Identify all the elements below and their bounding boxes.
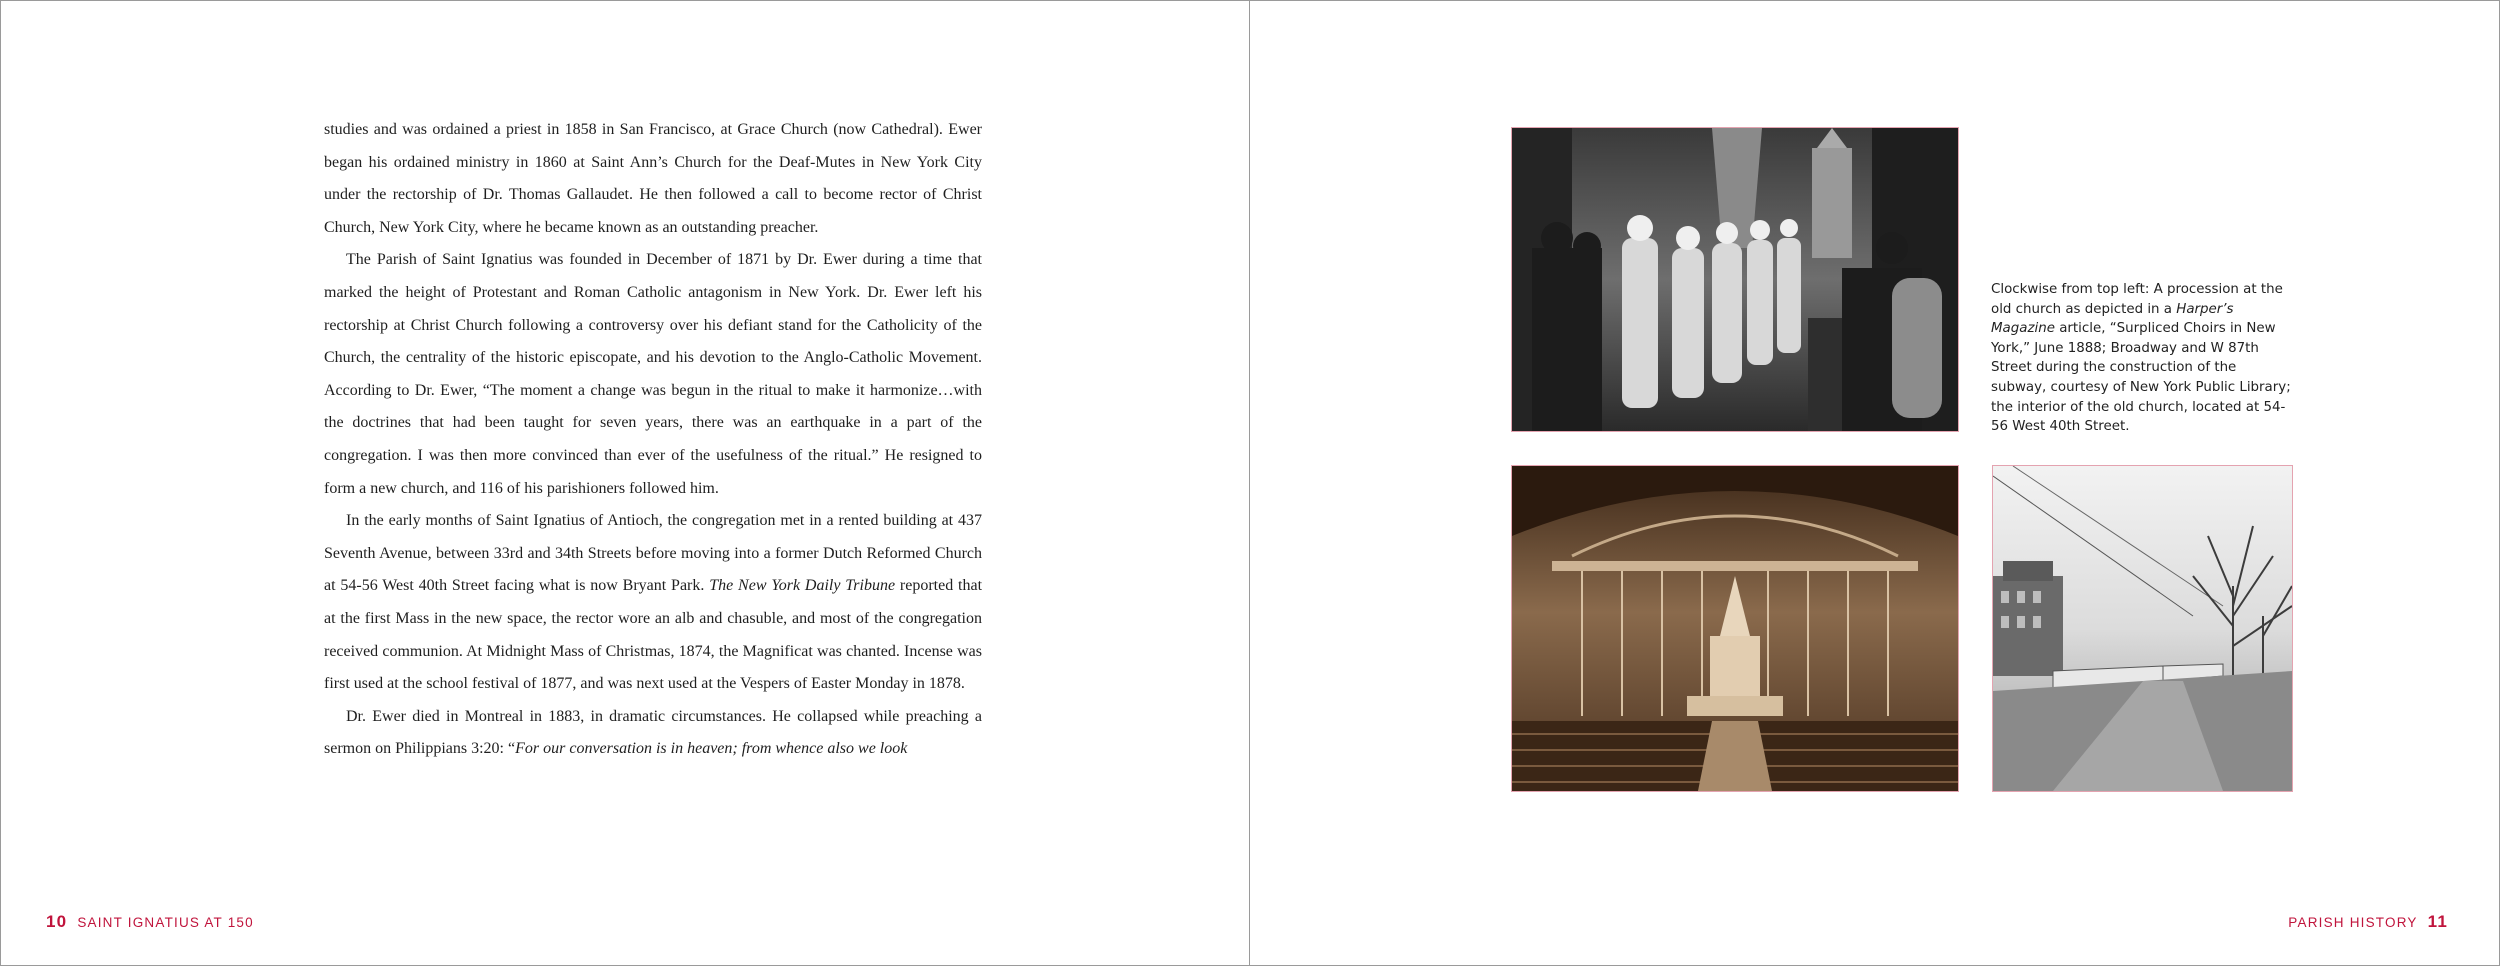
body-paragraph [324, 114, 982, 244]
running-head-right: PARISH HISTORY [2288, 915, 2418, 930]
caption-text: Clockwise from top left: A procession at the old church as depicted in a [1991, 282, 2283, 317]
body-text [324, 114, 982, 766]
italic-text: For our conversation is in heaven; from whence also we look [515, 740, 908, 758]
running-head-left: SAINT IGNATIUS AT 150 [77, 915, 254, 930]
paragraph-text: reported that at the first Mass in the new space, the rector wore an alb and chasuble, and most of the congregation received communion. At Midnight Mass of Christmas, 1874, the Magnificat was chanted. Incense was first used at the school festival of 1877, and was next used at the Vespers of Easter Monday in 1878. [324, 577, 983, 693]
photo-caption [1991, 280, 2291, 437]
paragraph-text: studies and was ordained a priest in 1858 in San Francisco, at Grace Church (now Cathedral). Ewer began his ordained ministry in 1860 at Saint Ann’s Church for the Deaf-Mutes in New York City under the rectorship of Dr. Thomas Gallaudet. He then followed a call to become rector of Christ Church, New York City, where he became known as an outstanding preacher. [324, 121, 982, 236]
caption-text: article, “Surpliced Choirs in New York,” June 1888; Broadway and W 87th Street during the construction of the subway, courtesy of New York Public Library; the interior of the old church, located at 54-56 West 40th Street. [1991, 321, 2291, 435]
church-interior-photo [1511, 465, 1959, 792]
page-number-right: 11 [2427, 912, 2448, 931]
page-gutter [1249, 0, 1250, 966]
page-number-left: 10 [46, 912, 68, 931]
paragraph-text: Dr. Ewer died in Montreal in 1883, in dramatic circumstances. He collapsed while preaching a sermon on Philippians 3:20: “ [324, 707, 982, 758]
paragraph-text: In the early months of Saint Ignatius of Antioch, the congregation met in a rented building at 437 Seventh Avenue, between 33rd and 34th Streets before moving into a former Dutch Reformed Church at 54-56 West 40th Street facing what is now Bryant Park. [324, 512, 982, 595]
italic-text: The New York Daily Tribune [709, 577, 896, 595]
folio-right [2288, 912, 2448, 932]
folio-left [46, 912, 254, 932]
paragraph-text: The Parish of Saint Ignatius was founded in December of 1871 by Dr. Ewer during a time that marked the height of Protestant and Roman Catholic antagonism in New York. Dr. Ewer left his rectorship at Christ Church following a controversy over his defiant stand for the Catholicity of the Church, the centrality of the historic episcopate, and his devotion to the Anglo-Catholic Movement. According to Dr. Ewer, “The moment a change was begun in the ritual to make it harmonize…with the doctrines that had been taught for seven years, there was an earthquake in a part of the congregation. I was then more convinced than ever of the usefulness of the ritual.” He resigned to form a new church, and 116 of his parishioners followed him. [324, 251, 982, 497]
body-paragraph [324, 701, 982, 766]
procession-photo [1511, 127, 1959, 432]
caption-italic-text: Harper’s Magazine [1991, 301, 2234, 337]
body-paragraph [324, 505, 982, 701]
body-paragraph [324, 244, 982, 505]
street-photo [1992, 465, 2293, 792]
